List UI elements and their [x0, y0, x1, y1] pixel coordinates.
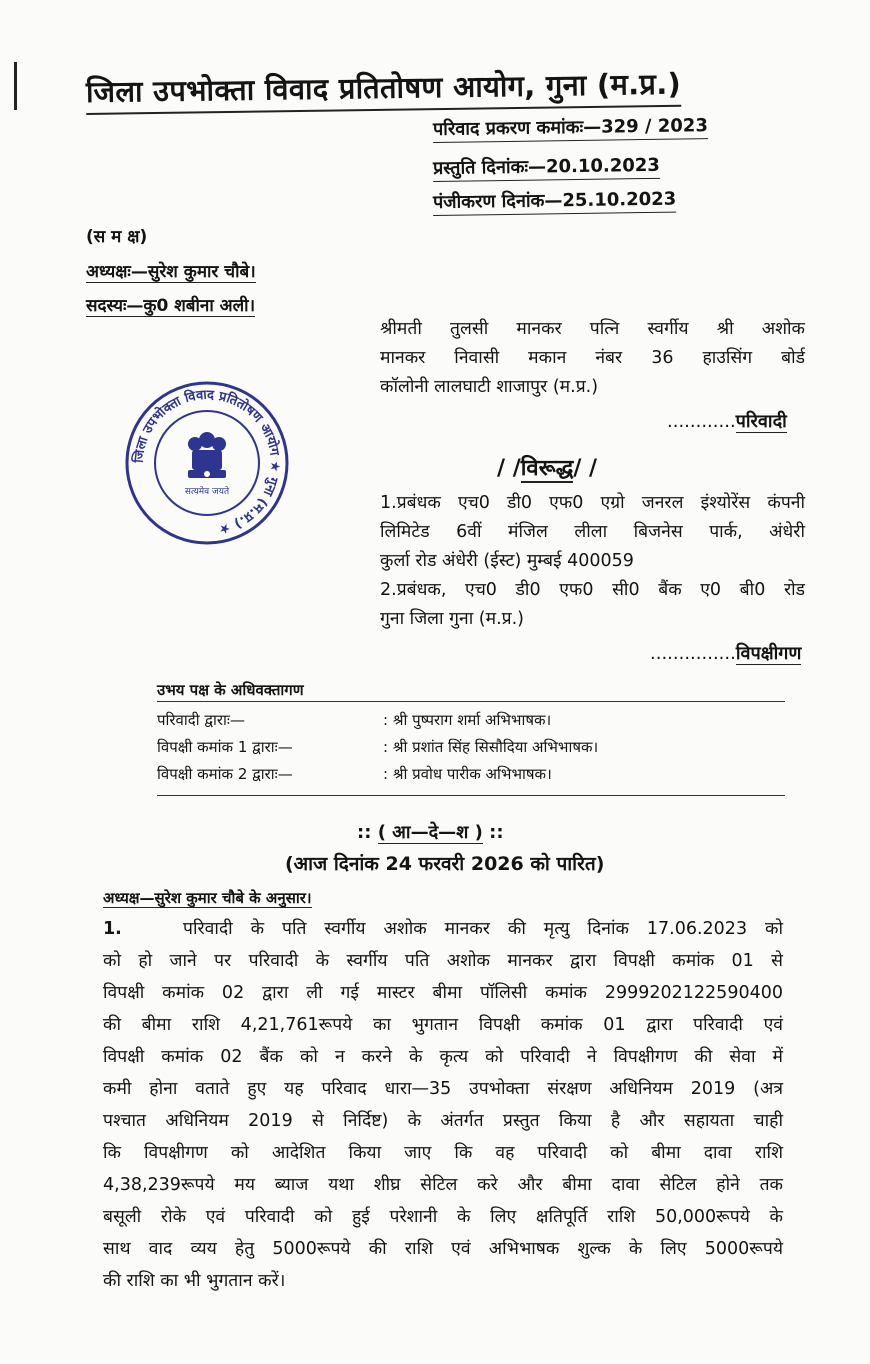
- paragraph-line: 4,38,239रूपये मय ब्याज यथा शीघ्र सेटिल करे और बीमा दावा सेटिल होने तक: [103, 1175, 783, 1195]
- registration-date: पंजीकरण दिनांक—25.10.2023: [433, 187, 677, 216]
- role-dots: ...............: [650, 643, 736, 664]
- filing-date: प्रस्तुति दिनांकः—20.10.2023: [433, 153, 660, 182]
- order-title-prefix: ::: [357, 822, 372, 843]
- paragraph-line: कमी होना वताते हुए यह परिवाद धारा—35 उपभोक्ता संरक्षण अधिनियम 2019 (अत्र: [103, 1079, 783, 1099]
- emblem-icon: [188, 432, 226, 478]
- complainant-line: श्रीमती तुलसी मानकर पत्नि स्वर्गीय श्री अशोक: [380, 319, 805, 339]
- versus-heading: [497, 452, 597, 482]
- paragraph-line: की राशि का भी भुगतान करें।: [103, 1271, 286, 1291]
- complainant-role-label: परिवादी: [735, 411, 787, 432]
- advocates-heading: उभय पक्ष के अधिवक्तागण: [157, 681, 304, 699]
- respondent-line: लिमिटेड 6वीं मंजिल लीला बिजनेस पार्क, अंधेरी: [380, 522, 805, 542]
- bench-president-text: अध्यक्षः—सुरेश कुमार चौबे।: [86, 262, 256, 282]
- bench-president: [86, 259, 256, 282]
- complainant-line: कॉलोनी लालघाटी शाजापुर (म.प्र.): [380, 377, 599, 397]
- order-author-text: अध्यक्ष—सुरेश कुमार चौबे के अनुसार।: [103, 889, 312, 907]
- advocate-name: : श्री पुष्पराग शर्मा अभिभाषक।: [383, 711, 552, 729]
- respondent-details: [380, 489, 805, 634]
- order-date: (आज दिनांक 24 फरवरी 2026 को पारित): [285, 853, 605, 875]
- paragraph-line-text: परिवादी के पति स्वर्गीय अशोक मानकर की मृत्यु दिनांक 17.06.2023 को: [183, 919, 783, 939]
- advocate-party: परिवादी द्वाराः—: [157, 711, 245, 729]
- court-title: जिला उपभोक्ता विवाद प्रतितोषण आयोग, गुना (म.प्र.): [86, 64, 682, 115]
- order-heading: [357, 820, 504, 844]
- seal-ring-text: जिला उपभोक्ता विवाद प्रतितोषण आयोग ★ गुना (म.प्र.) ★: [131, 387, 283, 537]
- versus-label: विरूद्ध: [520, 456, 574, 481]
- role-dots: ............: [667, 411, 736, 432]
- respondent-line: 2.प्रबंधक, एच0 डी0 एफ0 सी0 बैंक ए0 बी0 रोड: [380, 580, 805, 600]
- margin-mark: [14, 62, 17, 110]
- advocate-party: विपक्षी कमांक 2 द्वाराः—: [157, 765, 293, 783]
- complainant-line: मानकर निवासी मकान नंबर 36 हाउसिंग बोर्ड: [380, 348, 805, 368]
- respondents-role: [650, 641, 801, 665]
- versus-prefix: / /: [497, 456, 521, 481]
- divider: [157, 701, 785, 702]
- versus-suffix: / /: [573, 456, 598, 481]
- respondent-line: कुर्ला रोड अंधेरी (ईस्ट) मुम्बई 400059: [380, 551, 634, 571]
- paragraph-line: कि विपक्षीगण को आदेशित किया जाए कि वह परिवादी को बीमा दावा राशि: [103, 1143, 783, 1163]
- paragraph-line: विपक्षी कमांक 02 बैंक को न करने के कृत्य को परिवादी ने विपक्षीगण की सेवा में: [103, 1047, 783, 1067]
- case-number: परिवाद प्रकरण कमांकः—329 / 2023: [433, 113, 708, 143]
- complainant-role: [667, 409, 787, 433]
- advocate-name: : श्री प्रवोध पारीक अभिभाषक।: [383, 765, 552, 783]
- order-title-suffix: ::: [489, 822, 504, 843]
- respondent-line: गुना जिला गुना (म.प्र.): [380, 609, 525, 629]
- bench-member: [86, 293, 255, 316]
- order-paragraph: [103, 913, 783, 1297]
- respondents-role-label: विपक्षीगण: [735, 643, 802, 664]
- divider: [157, 795, 785, 796]
- order-author: [103, 888, 312, 908]
- paragraph-line: पश्चात अधिनियम 2019 से निर्दिष्ट) के अंतर्गत प्रस्तुत किया है और सहायता चाही: [103, 1111, 783, 1131]
- paragraph-line: बसूली रोके एवं परिवादी को हुई परेशानी के लिए क्षतिपूर्ति राशि 50,000रूपये के: [103, 1207, 783, 1227]
- bench-member-text: सदस्यः—कु0 शबीना अली।: [86, 296, 256, 316]
- paragraph-line: की बीमा राशि 4,21,761रूपये का भुगतान विपक्षी कमांक 01 द्वारा परिवादी एवं: [103, 1015, 783, 1035]
- paragraph-line: को हो जाने पर परिवादी के स्वर्गीय पति अशोक मानकर द्वारा विपक्षी कमांक 01 से: [103, 951, 783, 971]
- respondent-line: 1.प्रबंधक एच0 डी0 एफ0 एग्रो जनरल इंश्योरेंस कंपनी: [380, 493, 805, 513]
- order-title: ( आ—दे—श ): [377, 822, 483, 843]
- paragraph-line: विपक्षी कमांक 02 द्वारा ली गई मास्टर बीमा पॉलिसी कमांक 2999202122590400: [103, 983, 783, 1003]
- paragraph-line: [103, 913, 783, 945]
- advocate-party: विपक्षी कमांक 1 द्वाराः—: [157, 738, 293, 756]
- seal-motto: सत्यमेव जयते: [184, 487, 230, 497]
- complainant-details: [380, 315, 805, 402]
- paragraph-number: 1.: [103, 919, 122, 939]
- advocate-name: : श्री प्रशांत सिंह सिसौदिया अभिभाषक।: [383, 738, 599, 756]
- commission-seal: [122, 378, 292, 548]
- paragraph-line: साथ वाद व्यय हेतु 5000रूपये की राशि एवं अभिभाषक शुल्क के लिए 5000रूपये: [103, 1239, 783, 1259]
- bench-label: (स म क्ष): [86, 227, 148, 247]
